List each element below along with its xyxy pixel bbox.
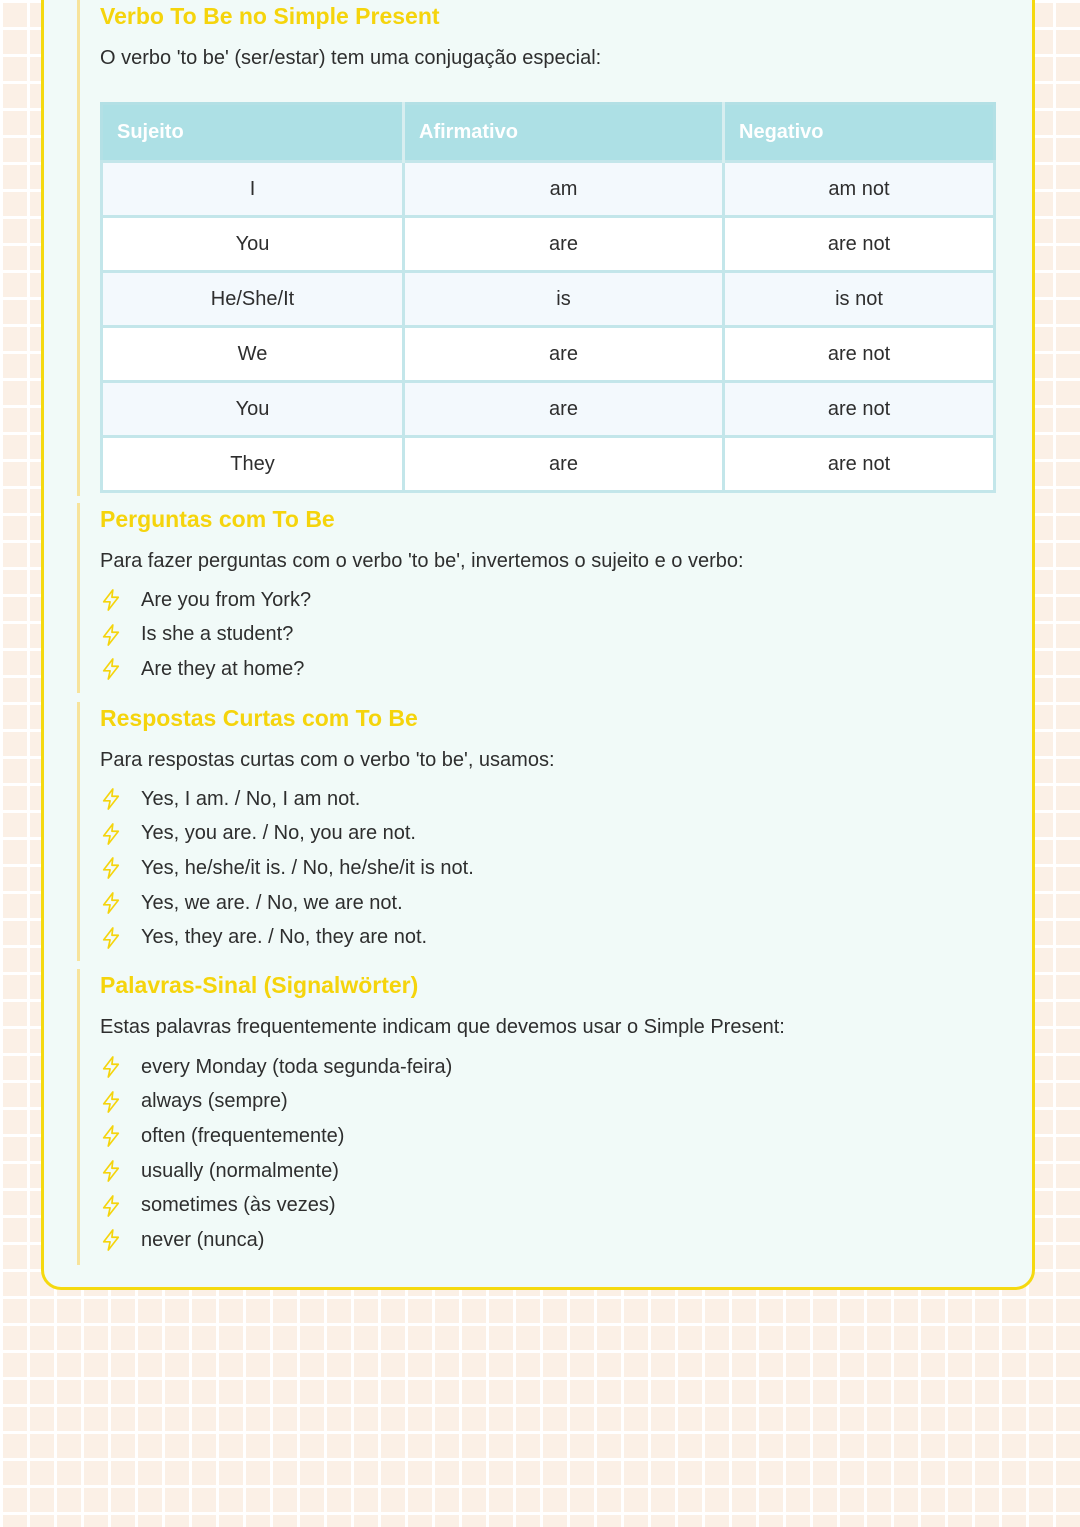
list-item xyxy=(100,1154,452,1189)
cell-subject: We xyxy=(102,327,404,382)
section-intro: O verbo 'to be' (ser/estar) tem uma conjugação especial: xyxy=(100,47,602,69)
list-item xyxy=(100,1085,452,1120)
table-row xyxy=(102,162,995,217)
lightning-bolt-icon xyxy=(100,1194,122,1218)
table-row xyxy=(102,272,995,327)
cell-negative: are not xyxy=(724,382,995,437)
table-row xyxy=(102,327,995,382)
section-questions xyxy=(77,503,1017,693)
section-signal-words xyxy=(77,969,1017,1265)
short-answer-list xyxy=(100,782,474,955)
conjugation-table xyxy=(100,102,996,493)
cell-negative: are not xyxy=(724,217,995,272)
lightning-bolt-icon xyxy=(100,623,122,647)
lightning-bolt-icon xyxy=(100,1055,122,1079)
cell-affirmative: are xyxy=(404,327,724,382)
list-item-text: Yes, he/she/it is. / No, he/she/it is not. xyxy=(141,856,474,879)
cell-negative: is not xyxy=(724,272,995,327)
list-item xyxy=(100,817,474,852)
cell-negative: am not xyxy=(724,162,995,217)
list-item xyxy=(100,618,311,653)
signal-word-list xyxy=(100,1050,452,1258)
cell-affirmative: are xyxy=(404,382,724,437)
lightning-bolt-icon xyxy=(100,1159,122,1183)
cell-affirmative: am xyxy=(404,162,724,217)
list-item-text: always (sempre) xyxy=(141,1090,288,1113)
table-row xyxy=(102,382,995,437)
list-item xyxy=(100,920,474,955)
list-item xyxy=(100,1119,452,1154)
lightning-bolt-icon xyxy=(100,891,122,915)
lightning-bolt-icon xyxy=(100,657,122,681)
question-list xyxy=(100,583,311,687)
list-item-text: Are you from York? xyxy=(141,588,312,611)
list-item-text: Are they at home? xyxy=(141,657,305,680)
lightning-bolt-icon xyxy=(100,1124,122,1148)
table-header-row xyxy=(102,104,995,162)
section-title: Perguntas com To Be xyxy=(100,506,335,532)
cell-subject: You xyxy=(102,217,404,272)
list-item xyxy=(100,1223,452,1258)
section-intro: Estas palavras frequentemente indicam que devemos usar o Simple Present: xyxy=(100,1016,785,1038)
list-item-text: sometimes (às vezes) xyxy=(141,1194,336,1217)
lightning-bolt-icon xyxy=(100,856,122,880)
list-item-text: usually (normalmente) xyxy=(141,1159,339,1182)
section-intro: Para fazer perguntas com o verbo 'to be', invertemos o sujeito e o verbo: xyxy=(100,550,744,572)
lightning-bolt-icon xyxy=(100,787,122,811)
list-item-text: every Monday (toda segunda-feira) xyxy=(141,1055,453,1078)
list-item xyxy=(100,652,311,687)
section-title: Respostas Curtas com To Be xyxy=(100,705,418,731)
list-item-text: Yes, they are. / No, they are not. xyxy=(141,926,428,949)
list-item xyxy=(100,886,474,921)
cell-affirmative: are xyxy=(404,217,724,272)
list-item xyxy=(100,851,474,886)
list-item xyxy=(100,583,311,618)
header-affirmative: Afirmativo xyxy=(404,104,724,162)
list-item xyxy=(100,782,474,817)
section-short-answers xyxy=(77,702,1017,961)
table-row xyxy=(102,437,995,492)
section-title: Palavras-Sinal (Signalwörter) xyxy=(100,972,419,998)
cell-negative: are not xyxy=(724,327,995,382)
cell-affirmative: is xyxy=(404,272,724,327)
list-item-text: never (nunca) xyxy=(141,1228,265,1251)
cell-subject: You xyxy=(102,382,404,437)
list-item-text: Yes, I am. / No, I am not. xyxy=(141,787,361,810)
list-item-text: Yes, we are. / No, we are not. xyxy=(141,891,403,914)
lightning-bolt-icon xyxy=(100,926,122,950)
list-item-text: often (frequentemente) xyxy=(141,1124,345,1147)
list-item-text: Is she a student? xyxy=(141,623,294,646)
cell-negative: are not xyxy=(724,437,995,492)
cell-subject: He/She/It xyxy=(102,272,404,327)
lightning-bolt-icon xyxy=(100,1090,122,1114)
lightning-bolt-icon xyxy=(100,822,122,846)
cell-affirmative: are xyxy=(404,437,724,492)
section-intro: Para respostas curtas com o verbo 'to be', usamos: xyxy=(100,749,555,771)
lightning-bolt-icon xyxy=(100,1228,122,1252)
cell-subject: I xyxy=(102,162,404,217)
header-negative: Negativo xyxy=(724,104,995,162)
list-item xyxy=(100,1050,452,1085)
list-item-text: Yes, you are. / No, you are not. xyxy=(141,822,416,845)
section-title: Verbo To Be no Simple Present xyxy=(100,3,440,29)
lightning-bolt-icon xyxy=(100,588,122,612)
table-row xyxy=(102,217,995,272)
list-item xyxy=(100,1188,452,1223)
cell-subject: They xyxy=(102,437,404,492)
header-subject: Sujeito xyxy=(102,104,404,162)
